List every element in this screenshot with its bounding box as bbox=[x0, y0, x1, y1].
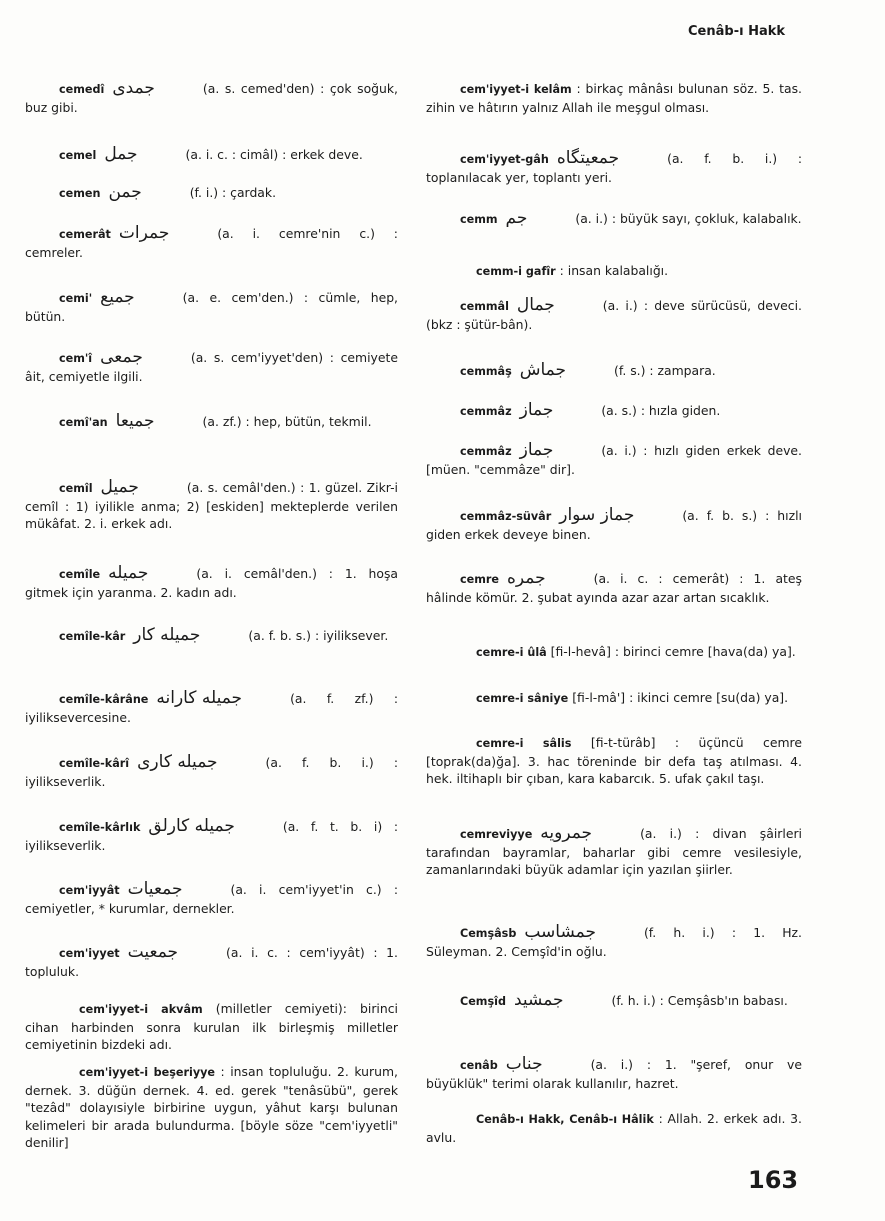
entry-headword: cemîle-kâr bbox=[59, 630, 126, 643]
entry-arabic-script: جمدى bbox=[112, 78, 155, 98]
entry-headword: cem'iyyet-gâh bbox=[460, 153, 549, 166]
dictionary-entry bbox=[426, 362, 802, 381]
dictionary-entry bbox=[426, 297, 802, 333]
entry-definition: (a. f. b. s.) : hızlı giden erkek deveye binen. bbox=[426, 508, 802, 542]
entry-arabic-script: جناب bbox=[505, 1054, 543, 1074]
entry-definition: (a. i. cemre'nin c.) : cemreler. bbox=[25, 226, 398, 260]
entry-arabic-script: جمعى bbox=[100, 347, 143, 367]
entry-headword: cemre-i sâniye bbox=[476, 692, 569, 705]
entry-arabic-script: جمره bbox=[506, 568, 546, 588]
entry-arabic-script: جمن bbox=[108, 182, 142, 202]
dictionary-entry bbox=[25, 80, 398, 116]
entry-definition: (a. i.) : büyük sayı, çokluk, kalabalık. bbox=[575, 211, 802, 226]
dictionary-entry bbox=[426, 992, 802, 1011]
dictionary-entry bbox=[25, 289, 398, 325]
entry-arabic-script: جميله كار bbox=[133, 625, 201, 645]
entry-arabic-script: جمشيد bbox=[513, 990, 564, 1010]
dictionary-entry bbox=[426, 643, 802, 662]
entry-definition: : insan topluluğu. 2. kurum, dernek. 3. düğün dernek. 4. ed. gerek "tenâsübü", gerek "tezâd" dolayısiyle birbirine uygun, yâhut karşı bulunan kelimeleri bir arada bulundurma. [böyle söze "cem'iyyetli" denilir] bbox=[25, 1064, 398, 1150]
dictionary-entry bbox=[25, 225, 398, 261]
entry-headword: cemîle-kârî bbox=[59, 757, 130, 770]
entry-definition: (a. i.) : 1. "şeref, onur ve büyüklük" terimi olarak kullanılır, hazret. bbox=[426, 1057, 802, 1091]
dictionary-entry bbox=[426, 262, 802, 281]
dictionary-entry bbox=[25, 690, 398, 726]
entry-definition: (f. s.) : zampara. bbox=[614, 363, 716, 378]
entry-headword: cemm bbox=[460, 213, 498, 226]
entry-headword: cem'iyyet-i kelâm bbox=[460, 83, 572, 96]
entry-definition: (a. i. c. : cem'iyyât) : 1. topluluk. bbox=[25, 945, 398, 979]
entry-definition: (a. s. cemed'den) : çok soğuk, buz gibi. bbox=[25, 81, 398, 115]
entry-headword: cem'iyyet-i beşeriyye bbox=[79, 1066, 215, 1079]
dictionary-entry bbox=[25, 1063, 398, 1152]
entry-headword: cemmâz bbox=[460, 445, 512, 458]
entry-headword: cemedî bbox=[59, 83, 105, 96]
entry-definition: [fi-l-hevâ] : birinci cemre [hava(da) ya]. bbox=[550, 644, 796, 659]
entry-definition: (a. s. cem'iyyet'den) : cemiyete âit, cemiyetle ilgili. bbox=[25, 350, 398, 384]
dictionary-entry bbox=[25, 479, 398, 533]
entry-headword: cemen bbox=[59, 187, 101, 200]
entry-definition: : insan kalabalığı. bbox=[559, 263, 669, 278]
entry-arabic-script: جمرويه bbox=[540, 823, 593, 843]
entry-arabic-script: جم bbox=[505, 208, 528, 228]
entry-arabic-script: جماز bbox=[519, 440, 554, 460]
entry-headword: cem'iyyet bbox=[59, 947, 120, 960]
entry-arabic-script: جماز سوار bbox=[559, 505, 635, 525]
entry-headword: cemm-i gafîr bbox=[476, 265, 556, 278]
entry-arabic-script: جمعيتگاه bbox=[556, 148, 620, 168]
dictionary-entry bbox=[25, 818, 398, 854]
entry-arabic-script: جميله bbox=[108, 563, 149, 583]
dictionary-entry bbox=[426, 734, 802, 788]
entry-headword: cem'iyyet-i akvâm bbox=[79, 1003, 203, 1016]
entry-arabic-script: جمرات bbox=[118, 223, 170, 243]
entry-headword: cemîl bbox=[59, 482, 93, 495]
dictionary-entry bbox=[426, 507, 802, 543]
dictionary-entry bbox=[25, 413, 398, 432]
entry-headword: cemmâz bbox=[460, 405, 512, 418]
dictionary-entry bbox=[426, 80, 802, 116]
dictionary-entry bbox=[426, 442, 802, 478]
dictionary-entry bbox=[25, 1000, 398, 1054]
entry-definition: [fi-t-türâb] : üçüncü cemre [toprak(da)ğa]. 3. hac töreninde bir defa taş atılması. 4. hek. iltihaplı bir çıban, kara kabarcık. 5. ufak çakıl taşı. bbox=[426, 735, 802, 786]
entry-headword: cemîle-kârlık bbox=[59, 821, 141, 834]
entry-arabic-script: جميع bbox=[100, 287, 135, 307]
entry-headword: Cemşâsb bbox=[460, 927, 517, 940]
dictionary-entry bbox=[25, 627, 398, 646]
entry-arabic-script: جماش bbox=[519, 360, 567, 380]
dictionary-entry bbox=[25, 754, 398, 790]
entry-definition: (a. i. c. : cemerât) : 1. ateş hâlinde kömür. 2. şubat ayında azar azar artan sıcaklık. bbox=[426, 571, 802, 605]
entry-headword: cemîle-kârâne bbox=[59, 693, 149, 706]
entry-definition: (a. s. cemâl'den.) : 1. güzel. Zikr-i cemîl : 1) iyilikle anma; 2) [eskiden] mekteplerde verilen mükâfat. 2. i. erkek adı. bbox=[25, 480, 398, 531]
entry-arabic-script: جمعيت bbox=[127, 942, 179, 962]
entry-headword: cenâb bbox=[460, 1059, 498, 1072]
entry-headword: cemel bbox=[59, 149, 97, 162]
entry-definition: (milletler cemiyeti): birinci cihan harbinden sonra kurulan ilk birleşmiş milletler cemiyetinin bizdeki adı. bbox=[25, 1001, 398, 1052]
entry-definition: (a. i. cemâl'den.) : 1. hoşa gitmek için yaranma. 2. kadın adı. bbox=[25, 566, 398, 600]
entry-arabic-script: جميله كارلق bbox=[148, 816, 235, 836]
entry-definition: (a. i. cem'iyyet'in c.) : cemiyetler, * kurumlar, dernekler. bbox=[25, 882, 398, 916]
entry-definition: (f. i.) : çardak. bbox=[189, 185, 277, 200]
dictionary-entry bbox=[426, 924, 802, 960]
entry-definition: (a. s.) : hızla giden. bbox=[601, 403, 721, 418]
entry-headword: cemmâl bbox=[460, 300, 509, 313]
entry-headword: cemreviyye bbox=[460, 828, 533, 841]
entry-headword: cemerât bbox=[59, 228, 111, 241]
entry-definition: (a. i.) : deve sürücüsü, deveci. (bkz : şütür-bân). bbox=[426, 298, 802, 332]
entry-definition: (a. e. cem'den.) : cümle, hep, bütün. bbox=[25, 290, 398, 324]
entry-arabic-script: جميله كارى bbox=[137, 752, 218, 772]
dictionary-entry bbox=[25, 944, 398, 980]
dictionary-entry bbox=[426, 689, 802, 708]
entry-arabic-script: جمعيات bbox=[127, 879, 183, 899]
entry-definition: (a. i.) : hızlı giden erkek deve. [müen. "cemmâze" dir]. bbox=[426, 443, 802, 477]
entry-definition: (a. f. b. i.) : toplanılacak yer, toplantı yeri. bbox=[426, 151, 802, 185]
dictionary-entry bbox=[25, 146, 398, 165]
dictionary-entry bbox=[25, 184, 398, 203]
dictionary-entry bbox=[426, 402, 802, 421]
entry-definition: (a. f. zf.) : iyiliksevercesine. bbox=[25, 691, 398, 725]
dictionary-entry bbox=[426, 210, 802, 229]
entry-arabic-script: جميعا bbox=[115, 411, 155, 431]
entry-headword: cemmâz-süvâr bbox=[460, 510, 552, 523]
entry-arabic-script: جمشاسب bbox=[524, 922, 596, 942]
dictionary-entry bbox=[426, 1110, 802, 1146]
entry-arabic-script: جميله كارانه bbox=[156, 688, 243, 708]
entry-definition: (a. f. t. b. i) : iyilikseverlik. bbox=[25, 819, 398, 853]
entry-headword: cemîle bbox=[59, 568, 101, 581]
entry-definition: (a. zf.) : hep, bütün, tekmil. bbox=[202, 414, 372, 429]
page-number: 163 bbox=[748, 1166, 799, 1194]
running-head: Cenâb-ı Hakk bbox=[688, 24, 786, 39]
dictionary-entry bbox=[426, 150, 802, 186]
entry-headword: Cenâb-ı Hakk, Cenâb-ı Hâlik bbox=[476, 1113, 654, 1126]
entry-definition: : birkaç mânâsı bulunan söz. 5. tas. zihin ve hâtırın yalnız Allah ile meşgul olması. bbox=[426, 81, 802, 115]
dictionary-entry bbox=[426, 825, 802, 879]
entry-headword: cem'î bbox=[59, 352, 93, 365]
entry-definition: (a. i. c. : cimâl) : erkek deve. bbox=[185, 147, 363, 162]
dictionary-entry bbox=[25, 349, 398, 385]
dictionary-entry bbox=[25, 881, 398, 917]
entry-headword: cemre bbox=[460, 573, 499, 586]
entry-headword: cemre-i sâlis bbox=[476, 737, 572, 750]
entry-definition: (a. f. b. s.) : iyiliksever. bbox=[248, 628, 389, 643]
entry-arabic-script: جماز bbox=[519, 400, 554, 420]
entry-definition: (a. f. b. i.) : iyilikseverlik. bbox=[25, 755, 398, 789]
entry-arabic-script: جميل bbox=[100, 477, 139, 497]
entry-headword: cemmâş bbox=[460, 365, 512, 378]
entry-definition: (f. h. i.) : Cemşâsb'ın babası. bbox=[611, 993, 788, 1008]
entry-headword: cemre-i ûlâ bbox=[476, 646, 547, 659]
entry-headword: cem'iyyât bbox=[59, 884, 120, 897]
entry-arabic-script: جمال bbox=[516, 295, 555, 315]
entry-definition: (f. h. i.) : 1. Hz. Süleyman. 2. Cemşîd'in oğlu. bbox=[426, 925, 802, 959]
dictionary-entry bbox=[25, 565, 398, 601]
entry-headword: cemi' bbox=[59, 292, 93, 305]
entry-arabic-script: جمل bbox=[104, 144, 138, 164]
dictionary-entry bbox=[426, 570, 802, 606]
entry-definition: [fi-l-mâ'] : ikinci cemre [su(da) ya]. bbox=[572, 690, 789, 705]
entry-headword: Cemşîd bbox=[460, 995, 506, 1008]
entry-definition: (a. i.) : divan şâirleri tarafından bayramlar, baharlar gibi cemre vesilesiyle, zamanlarındaki büyük adamlar için yazılan şiirler. bbox=[426, 826, 802, 877]
entry-definition: : Allah. 2. erkek adı. 3. avlu. bbox=[426, 1111, 802, 1145]
entry-headword: cemî'an bbox=[59, 416, 108, 429]
dictionary-entry bbox=[426, 1056, 802, 1092]
